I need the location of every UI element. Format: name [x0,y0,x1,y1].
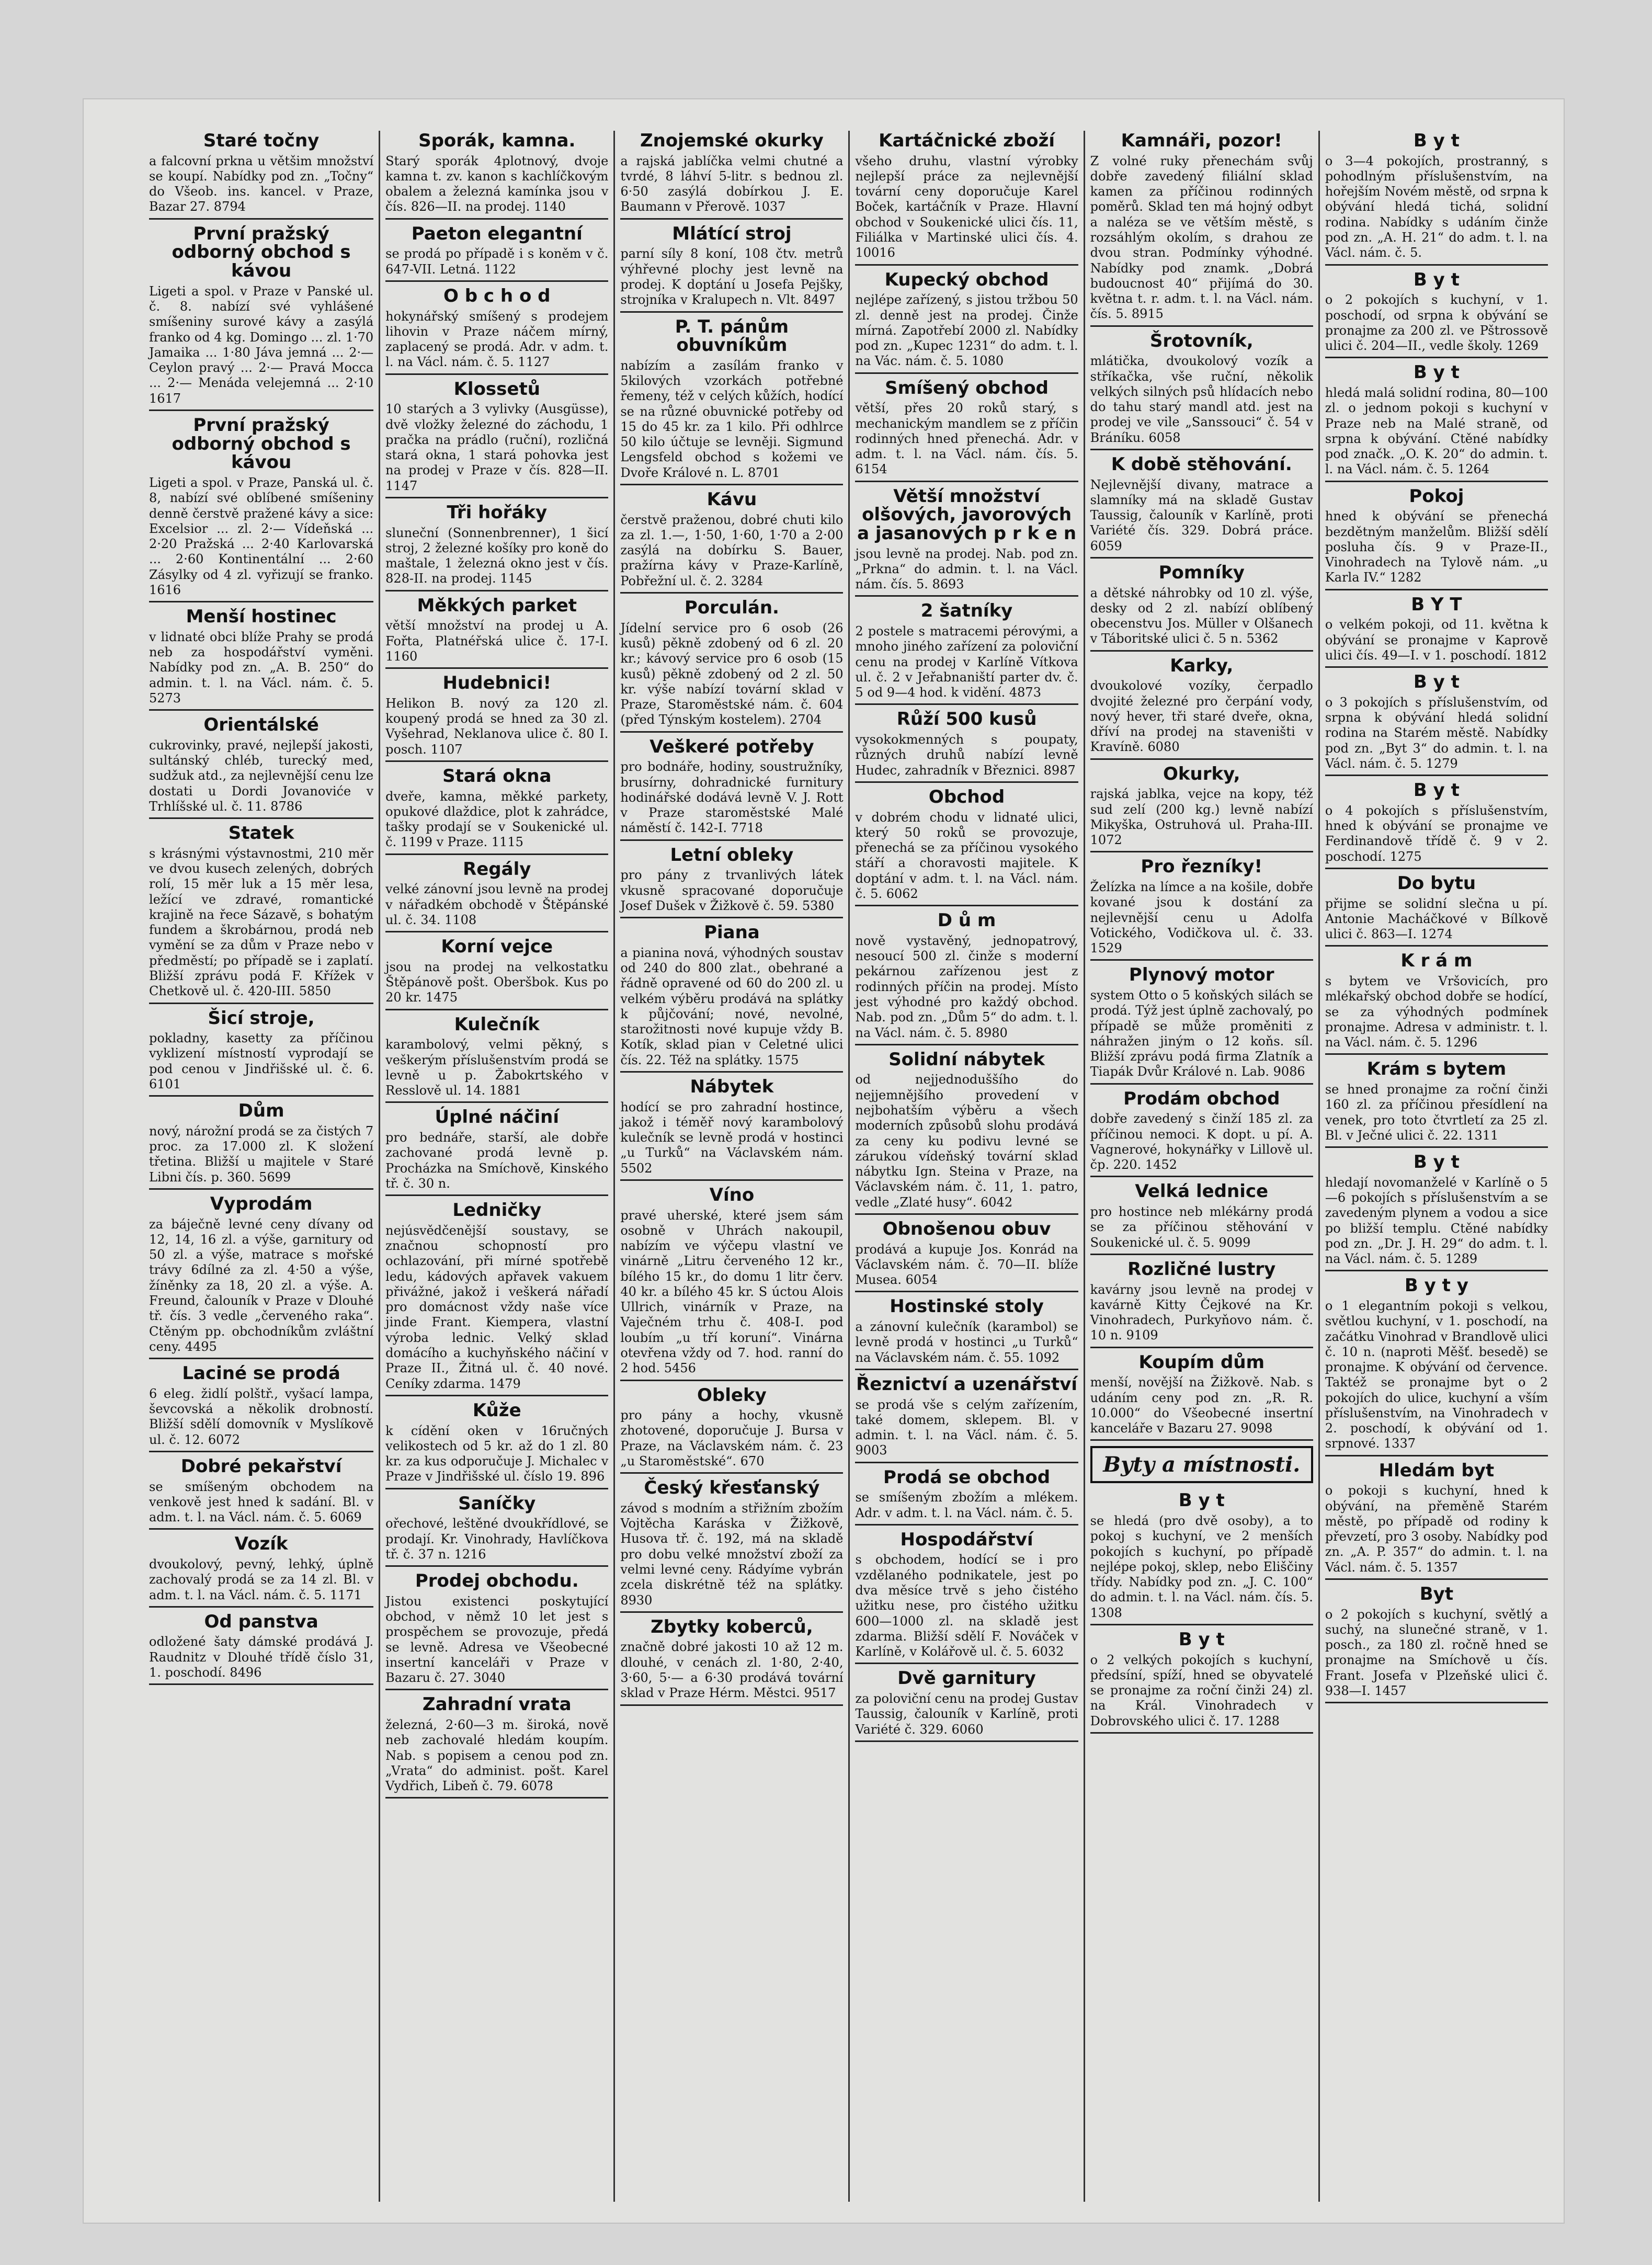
ad-body: o 2 pokojích s kuchyní, v 1. poschodí, od srpna k obývání se pronajme za 200 zl. ve Pštrossově ulici č. 204—II., vedle školy. 1269 [1325,292,1548,354]
ad-body: za poloviční cenu na prodej Gustav Taussig, čalouník v Karlíně, proti Variété č. 329. 6060 [855,1691,1078,1737]
ad-heading: Ledničky [452,1200,542,1221]
ad-body: se hledá (pro dvě osoby), a to pokoj s kuchyní, ve 2 menších pokojích s kuchyní, po případě nejlépe pokoj, sklep, nebo Eliščiny třídy. Nabídky pod zn. „J. C. 100“ do admin. t. l. na Václ. nám. čís. 5. 1308 [1090,1513,1313,1620]
ad-heading: První pražský odborný obchod s kávou [172,414,351,473]
ad-heading: B y t [1413,362,1460,383]
ad-body: dobře zavedený s činží 185 zl. za příčinou nemoci. K dopt. u pí. A. Vagnerové, hokynářky v Lillově ul. čp. 220. 1452 [1090,1111,1313,1173]
classified-ad [1325,1060,1548,1148]
ad-heading: Solidní nábytek [888,1049,1045,1070]
ad-heading: Kulečník [454,1014,540,1035]
column-5 [1084,131,1318,2202]
ad-heading: Zahradní vrata [422,1694,572,1715]
ad-body: Jistou existenci poskytující obchod, v němž 10 let jest s prospěchem se provozuje, předá se levně. Adresa ve Všeobecné insertní kanceláři v Praze v Bazaru č. 27. 3040 [385,1594,609,1686]
classified-ad [1090,858,1313,961]
ad-heading: Smíšený obchod [885,377,1049,399]
ad-body: železná, 2·60—3 m. široká, nově neb zachovalé hledám koupím. Nab. s popisem a cenou pod zn. „Vrata“ do administ. pošt. Karel Vydřich, Libeň č. 79. 6078 [385,1717,609,1794]
ad-heading: Znojemské okurky [640,131,824,151]
ad-heading: Hospodářství [900,1529,1033,1550]
classified-ad [385,767,608,855]
ad-body: hokynářský smíšený s prodejem lihovin v Praze náčem mírný, zaplacený se prodá. Adr. v adm. t. l. na Václ. nám. č. 5. 1127 [385,309,609,370]
ad-heading: B y t y [1404,1275,1468,1296]
ad-body: pravé uherské, které jsem sám osobně v Uhrách nakoupil, nabízím ve výčepu vlastní ve vinárně „Litru červeného 12 kr., bílého 15 kr., do domu 1 litr červ. 40 kr. a bílého 45 kr. S úctou Alois Ullrich, vinárník v Praze, na Vaječném trhu č. 408-I. pod loubím „u tří koruní“. Vinárna otevřena vždy od 7. hod. ranní do 2 hod. 5456 [620,1208,844,1376]
classified-ad [149,1364,373,1452]
ad-heading: Hostinské stoly [890,1296,1044,1317]
ad-body: jsou levně na prodej. Nab. pod zn. „Prkna“ do admin. t. l. na Václ. nám. čís. 5. 8693 [855,546,1078,592]
classified-ad [620,225,843,313]
ad-body: nejlépe zařízený, s jistou tržbou 50 zl. denně jest na prodej. Činže mírná. Zapotřebí 2000 zl. Nabídky pod zn. „Kupec 1231“ do adm. t. l. na Vác. nám. č. 5. 1080 [855,292,1078,369]
classified-ad [855,1531,1078,1665]
ad-body: parní síly 8 koní, 108 čtv. metrů výhřevné plochy jest levně na prodej. K doptání u Josefa Pejšky, strojníka v Kralupech n. Vlt. 8497 [620,246,844,308]
ad-heading: Veškeré potřeby [650,736,814,757]
ad-body: menší, novější na Žižkově. Nab. s udáním ceny pod zn. „R. R. 10.000“ do Všeobecné insertní kanceláře v Bazaru 27. 9098 [1090,1375,1313,1436]
ad-body: přijme se solidní slečna u pí. Antonie Macháčkové v Bílkově ulici č. 863—I. 1274 [1325,896,1548,942]
ad-body: a rajská jablíčka velmi chutné a tvrdé, 8 láhví 5-litr. s bednou zl. 6·50 zasýlá dobírkou J. E. Baumann v Přerově. 1037 [620,153,844,214]
ad-heading: Šrotovník, [1149,330,1254,351]
classified-ad [1325,952,1548,1055]
classified-ad [1090,332,1313,450]
ad-heading: Větší množství olšových, javorových a jasanových p r k e n [857,485,1077,544]
section-heading-box: Byty a místnosti. [1090,1446,1313,1483]
ad-body: kavárny jsou levně na prodej v kavárně Kitty Čejkové na Kr. Vinohradech, Purkyňovo nám. č. 10 n. 9109 [1090,1282,1313,1343]
ad-heading: Okurky, [1163,763,1240,784]
ad-body: větší, přes 20 roků starý, s mechanickým mandlem se z příčin rodinných hned přenechá. Adr. v adm. t. l. na Václ. nám. čís. 5. 6154 [855,401,1078,477]
classified-ad [620,846,843,918]
classified-ad [1325,1462,1548,1580]
ad-heading: Tři hořáky [447,502,548,523]
classified-ad [1090,1182,1313,1255]
newspaper-page [84,99,1564,2223]
ad-body: s bytem ve Vršovicích, pro mlékařský obchod dobře se hodící, se za výhodných podmínek pronajme. Adresa v administr. t. l. na Václ. nám. č. 5. 1296 [1325,974,1548,1050]
ad-body: prodává a kupuje Jos. Konrád na Václavském nám. č. 70—II. blíže Musea. 6054 [855,1242,1078,1288]
ad-heading: První pražský odborný obchod s kávou [172,223,351,282]
classified-ad [620,1479,843,1613]
classified-ad [620,1186,843,1381]
ad-heading: K r á m [1400,950,1473,972]
classified-ad [1090,1090,1313,1178]
classified-ad [855,1375,1078,1463]
classified-ad [1090,765,1313,853]
ad-heading: Korní vejce [441,936,553,958]
ad-heading: P. T. pánům obuvníkům [675,316,789,356]
ad-body: Ligeti a spol. v Praze, Panská ul. č. 8, nabízí své oblíbené smíšeniny denně čerstvě pražené kávy a sice: Excelsior ... zl. 2·— Vídeňská ... 2·20 Pražská ... 2·40 Karlovarská ... 2·60 Kontinentální ... 2·60 Zásylky od 4 zl. vyřizují se franko. 1616 [149,475,374,597]
ad-body: hledá malá solidní rodina, 80—100 zl. o jednom pokoji s kuchyní v Praze neb na Malé straně, od srpna k obývání. Ctěné nabídky pod značk. „O. K. 20“ do admin. t. l. na Václ. nám. č. 5. 1264 [1325,385,1548,477]
ad-heading: Saníčky [458,1493,536,1514]
ad-heading: Nábytek [690,1076,774,1097]
classified-ad [385,132,608,220]
ad-heading: Od panstva [204,1611,318,1632]
ad-heading: Plynový motor [1129,964,1274,986]
classified-ad [149,1455,374,1530]
ad-heading: Do bytu [1397,872,1476,894]
ad-body: s obchodem, hodící se i pro vzdělaného podnikatele, jest po dva měsíce trvě s jeho čistého užitku nese, pro čistého užitku 600—1000 zl. na skladě jest zdarma. Bližší sdělí F. Nováček v Karlíně, v Kolářově ul. č. 5. 6032 [855,1552,1078,1659]
ad-heading: Sporák, kamna. [418,131,576,151]
classified-ad [620,318,843,486]
ad-body: a dětské náhrobky od 10 zl. výše, desky od 2 zl. nabízí oblíbený obecenstvu Jos. Müller v Olšanech v Táboritské ulici č. 5 n. 5362 [1090,585,1313,646]
ad-heading: Velká lednice [1135,1181,1269,1202]
classified-ad [620,1618,843,1706]
classified-ad [385,1399,609,1489]
classified-ad [149,608,373,711]
ad-body: pro bednáře, starší, ale dobře zachované prodá levně p. Procházka na Smíchově, Kinského tř. č. 30 n. [385,1130,609,1191]
classified-ad [385,1695,608,1799]
classified-ad [1325,363,1548,482]
ad-heading: Menší hostinec [186,606,337,628]
ad-heading: Pokoj [1409,485,1464,507]
classified-ad [620,132,843,220]
ad-heading: Mlátící stroj [672,223,792,244]
ad-heading: Porculán. [684,597,779,619]
ad-body: pro pány a hochy, vkusně zhotovené, doporučuje J. Bursa v Praze, na Václavském nám. č. 23 „u Staroměstské“. 670 [620,1408,844,1469]
ad-heading: Laciné se prodá [182,1363,340,1384]
classified-ad [855,132,1078,266]
ad-heading: Hledám byt [1378,1460,1495,1481]
ad-heading: Pro řezníky! [1141,856,1263,878]
classified-ad [385,380,608,498]
classified-ad [1325,1585,1548,1703]
column-3 [613,131,848,2202]
ad-heading: Dům [238,1100,284,1122]
classified-ad [385,1201,608,1396]
classified-ad [620,738,843,841]
classified-ad [149,1102,373,1190]
classified-ad [385,1495,608,1567]
ad-body: značně dobré jakosti 10 až 12 m. dlouhé, v cenách zl. 1·80, 2·40, 3·60, 5·— a 6·30 prodává tovární sklad v Praze Hérm. Městci. 9517 [620,1640,844,1701]
ad-heading: Dobré pekařství [180,1455,342,1477]
classified-ad [385,225,608,282]
column-4 [848,131,1083,2202]
ad-heading: Pomníky [1158,562,1245,583]
ad-body: ořechové, leštěné dvoukřídlové, se prodají. Kr. Vinohrady, Havlíčkova tř. č. 37 n. 1216 [385,1516,609,1562]
ad-heading: Hudebnici! [442,673,552,694]
ad-body: od nejjednoduššího do nejjemnějšího provedení v nejbohatším výběru a všech moderních způsobů slohu prodává za ceny ku podivu levné se zárukou vídeňský tovární sklad nábytku Ign. Steina v Praze, na Václavském nám. č. 11, 1. patro, vedle „Zlaté husy“. 6042 [855,1072,1078,1210]
ad-body: Z volné ruky přenechám svůj dobře zavedený filiální sklad kamen za příčinou rodinných poměrů. Sklad ten má hojný odbyt a naléza se ve větším městě, s rozsáhlým okolím, s drahou ze dvou stran. Podmínky výhodné. Nabídky pod znamk. „Dobrá budoucnost 40“ přijímá do 30. května t. r. adm. t. l. na Václ. nám. čís. 5. 8915 [1090,153,1313,322]
ad-heading: Růží 500 kusů [896,709,1037,730]
ad-heading: Statek [228,823,294,844]
ad-body: a pianina nová, výhodných soustav od 240 do 800 zlat., obehrané a řádně opravené od 60 do 200 zl. u velkém výběru prodává na splátky k půjčování; nové, nevolné, starožitnosti nové kupuje vždy B. Kotík, sklad pian v Celetné ulici čís. 22. Též na splátky. 1575 [620,945,844,1067]
ad-heading: D ů m [937,910,996,931]
classified-ad [1090,1260,1313,1348]
ad-body: nový, nárožní prodá se za čistých 7 proc. za 17.000 zl. K složení třetina. Bližší u majitele v Staré Libni čís. p. 360. 5699 [149,1123,374,1185]
classified-ad [620,1078,843,1181]
ad-heading: Kávu [707,489,757,510]
ad-heading: B y t [1178,1490,1225,1511]
ad-body: pro bodnáře, hodiny, soustružníky, brusírny, dohradnické furnitury hodinářské dodává levně V. J. Rott v Praze staroměstské Malé náměstí č. 142-I. 7718 [620,759,844,836]
ad-heading: O b c h o d [443,285,551,306]
classified-ad [1090,564,1313,652]
ad-body: k cídění oken v 16ručných velikostech od 5 kr. až do 1 zl. 80 kr. za kus odporučuje J. Michalec v Praze v Jindřišské ul. číslo 19. 896 [385,1423,609,1484]
classified-ad [855,710,1078,782]
classified-ad [385,287,608,375]
classified-ad [1325,673,1548,776]
ad-body: v dobrém chodu v lidnaté ulici, který 50 roků se provozuje, přenechá se za příčinou vysokého stáří a choravosti majitele. K doptání v adm. t. l. na Václ. nám. č. 5. 6062 [855,810,1078,901]
ad-body: o 2 velkých pokojích s kuchyní, předsíní, spíží, hned se obyvatelé se pronajme za roční činži 24) zl. na Král. Vinohradech v Dobrovského ulici č. 17. 1288 [1090,1652,1313,1728]
ad-body: pro hostince neb mlékárny prodá se za příčinou stěhování v Soukenické ul. č. 5. 9099 [1090,1204,1313,1250]
ad-heading: Obchod [928,786,1005,807]
classified-ad [149,1613,373,1685]
classified-ad [855,788,1078,906]
ad-body: Starý sporák 4plotnový, dvoje kamna t. zv. kanon s kachlíčkovým obalem a železná kamínka jsou v čís. 826—II. na prodej. 1140 [385,153,609,214]
ad-body: dveře, kamna, měkké parkety, opukové dlaždice, plot k zahrádce, tašky prodají se v Soukenické ul. č. 1199 v Praze. 1115 [385,789,609,850]
classified-ad [149,225,373,411]
classified-ad [149,1195,373,1359]
ad-body: odložené šaty dámské prodává J. Raudnitz v Dlouhé třídě číslo 31, 1. poschodí. 8496 [149,1634,374,1680]
classified-ad [149,1535,373,1607]
ad-body: závod s modním a střižním zbožím Vojtěcha Karáska v Žižkově, Husova tř. č. 192, má na skladě pro dobu velké množství zboží za velmi levné ceny. Rádyíme vybrán zcela diskrétně též na splátky. 8930 [620,1500,844,1608]
ad-heading: B y t [1413,780,1460,801]
ad-body: Helikon B. nový za 120 zl. koupený prodá se hned za 30 zl. Vyšehrad, Neklanova ulice č. 80 I. posch. 1107 [385,696,609,757]
ad-body: a falcovní prkna u většim množství se koupí. Nabídky pod zn. „Točny“ do Všeob. ins. kancel. v Praze, Bazar 27. 8794 [149,153,374,214]
ad-heading: Prodá se obchod [883,1466,1051,1488]
ad-heading: Šicí stroje, [208,1007,315,1029]
ad-heading: Dvě garnitury [897,1668,1036,1689]
ad-body: rajská jablka, vejce na kopy, též sud zelí (200 kg.) levně nabízí Mikyška, Ostruhová ul. Praha-III. 1072 [1090,787,1313,848]
ad-body: o 3 pokojích s příslušenstvím, od srpna k obývání hledá solidní rodina na Starém městě. Nabídky pod zn. „Byt 3“ do admin. t. l. na Václ. nám. č. 5. 1279 [1325,695,1548,771]
classified-ad [1325,874,1548,947]
classified-ad [1090,1631,1313,1734]
ad-heading: 2 šatníky [920,600,1013,622]
ad-heading: Obnošenou obuv [882,1218,1051,1239]
ad-body: karambolový, velmi pěkný, s veškerým příslušenstvím prodá se levně u p. Žabokrtského v Resslově ul. 14. 1881 [385,1037,609,1098]
ad-body: o velkém pokoji, od 11. května k obývání se pronajme v Kaprově ulici čís. 49—I. v 1. poschodí. 1812 [1325,617,1548,663]
ad-body: Nejlevnější divany, matrace a slamníky má na skladě Gustav Taussig, čalouník v Karlíně, proti Variété čís. 329. Dobrá práce. 6059 [1090,477,1313,553]
ad-body: hledají novomanželé v Karlíně o 5—6 pokojích s příslušenstvím a se zavedeným plynem a vodou a sice po bližší templu. Ctěné nabídky pod zn. „Dr. J. H. 29“ do adm. t. l. na Václ. nám. č. 5. 1289 [1325,1175,1548,1267]
ad-body: dvoukolové vozíky, čerpadlo dvojité železné pro čerpání vody, nový hever, tři staré dveře, okna, dříví na prodej na staveništi v Kravíně. 6080 [1090,678,1313,755]
column-6 [1318,131,1553,2202]
classified-ad [385,860,608,932]
ad-body: se smíšeným obchodem na venkově jest hned k sadání. Bl. v adm. t. l. na Václ. nám. č. 5. 6069 [149,1479,374,1525]
ad-body: dvoukolový, pevný, lehký, úplně zachovalý prodá se za 14 zl. Bl. v adm. t. l. na Václ. nám. č. 5. 1171 [149,1557,374,1602]
ad-heading: Prodám obchod [1123,1088,1280,1109]
ad-heading: Krám s bytem [1366,1058,1507,1080]
classified-ad [385,1016,608,1103]
ad-heading: Klossetů [453,378,540,400]
ad-body: nabízím a zasílám franko v 5kilových vzorkách potřebné řemeny, též v celých kůžích, hodící se na různé obuvnické potřeby od 15 do 45 kr. za 1 kilo. Při odhlrce 50 kilo účtuje se levněji. Sigmund Lengsfeld obchod s kožemi ve Dvoře Králové n. L. 8701 [620,358,844,480]
ad-body: pokladny, kasetty za příčinou vyklizení místností vyprodají se pod cenou v Jindřišské ul. č. 6. 6101 [149,1031,374,1091]
ad-body: s krásnými výstavnostmi, 210 měr ve dvou kusech zelených, dobrých rolí, 15 měr luk a 15 měr lesa, ležící ve zdravé, romantické krajině na řece Sázavě, s bohatým fundem a škrobárnou, prodá neb vymění se za dům v Praze nebo v předměstí; po případě se i zaplatí. Bližší zprávu podá F. Křížek v Chetkově ul. č. 420-III. 5850 [149,846,374,999]
ad-body: nově vystavěný, jednopatrový, nesoucí 500 zl. činže s moderní pekárnou zařízenou jest z rodinných příčin na prodej. Místo jest výhodné pro každý obchod. Nab. pod zn. „Dům 5“ do adm. t. l. na Václ. nám. č. 5. 8980 [855,933,1078,1040]
ad-heading: Vyprodám [210,1193,313,1214]
ad-body: o 2 pokojích s kuchyní, světlý a suchý, na slunečné straně, v 1. posch., za 180 zl. ročně hned se pronajme na Smíchově u čís. Frant. Josefa v Plzeňské ulici č. 938—I. 1457 [1325,1607,1548,1699]
ad-body: Želízka na límce a na košile, dobře kované jsou k dostání za nejlevnější cenu u Adolfa Votického, Vodičkova ul. č. 33. 1529 [1090,880,1313,956]
ad-heading: Kůže [472,1399,521,1421]
ad-body: o 4 pokojích s příslušenstvím, hned k obývání se pronajme ve Ferdinandově třídě č. 9 v 2. poschodí. 1275 [1325,803,1548,864]
ad-body: o 3—4 pokojích, prostranný, s pohodlným příslušenstvím, na hořejším Novém městě, od srpna k obývání hledá tichá, solidní rodina. Nabídky s udáním činže pod zn. „A. H. 21“ do adm. t. l. na Václ. nám. č. 5. [1325,153,1548,260]
ad-body: 10 starých a 3 vylivky (Ausgüsse), dvě vložky železné do záchodu, 1 pračka na prádlo (ruční), rozličná stará okna, 1 stará pohovka jest na prodej v Praze v čís. 828—II. 1147 [385,402,609,493]
ad-heading: K době stěhování. [1111,453,1292,475]
classified-ad [385,1108,608,1196]
ad-heading: B Y T [1411,594,1462,615]
ad-body: 2 postele s matracemi pérovými, a mnoho jiného zařízení za poloviční cenu na prodej v Karlíně Vítkova ul. č. 2 v Jeřabnaniští parter dv. č. 5 od 9—4 hod. k vidění. 4873 [855,624,1078,700]
ad-heading: Řeznictví a uzenářství [856,1373,1078,1395]
column-2 [379,131,613,2202]
classified-ad [855,912,1078,1045]
classified-ad [1090,657,1313,760]
ad-body: se hned pronajme za roční činži 160 zl. za příčinou přesídlení na venek, pro toto čtvrtletí za 25 zl. Bl. v Ječné ulici č. 22. 1311 [1325,1082,1548,1143]
column-1 [144,131,379,2202]
ad-body: za báječně levné ceny dívany od 12, 14, 16 zl. a výše, garnitury od 50 zl. a výše, matrace s mořské trávy 6dílné za zl. 4·50 a výše, žíněnky za 18, 20 zl. a výše. A. Freund, čalouník v Praze v Dlouhé tř. čís. 3 vedle „červeného raka“. Ctěným pp. obchodníkům zvláštní ceny. 4495 [149,1216,374,1354]
ad-body: sluneční (Sonnenbrenner), 1 šicí stroj, 2 železné košíky pro koně do maštale, 1 železná okno jest v čís. 828-II. na prodej. 1145 [385,525,609,586]
classified-ad [855,271,1078,374]
ad-body: velké zánovní jsou levně na prodej v nářadkém obchodě v Štěpánské ul. č. 34. 1108 [385,882,609,927]
ad-heading: Český křesťanský [644,1477,820,1499]
ad-body: v lidnaté obci blíže Prahy se prodá neb za hospodářství vyměni. Nabídky pod zn. „A. B. 250“ do admin. t. l. na Václ. nám. č. 5. 5273 [149,629,374,705]
classified-ad [855,602,1078,705]
classified-ad [855,487,1078,597]
ad-heading: Orientálské [203,714,319,736]
ad-body: se smíšeným zbožím a mlékem. Adr. v adm. t. l. na Václ. nám. č. 5. [855,1490,1078,1520]
ad-body: hned k obývání se přenechá bezdětným manželům. Bližší sdělí posluha čís. 9 v Praze-II., Vinohradech na Tylově nám. „u Karla IV.“ 1282 [1325,509,1548,585]
classified-ad [620,1386,843,1474]
classified-ad [385,1572,608,1690]
ad-heading: Paeton elegantní [411,223,583,244]
classified-ad [855,1669,1078,1742]
classified-ad [855,1051,1078,1215]
ad-body: čerstvě praženou, dobré chuti kilo za zl. 1.—, 1·50, 1·60, 1·70 a 2·00 zasýlá na dobírku S. Bauer, pražírna kávy v Praze-Karlíně, Pobřežní ul. č. 2. 3284 [620,512,844,588]
ad-heading: Letní obleky [670,844,794,866]
classified-ad [1325,271,1548,359]
ad-heading: Vozík [234,1533,288,1555]
ad-heading: B y t [1178,1629,1225,1650]
ad-heading: Byt [1419,1584,1454,1604]
classified-ad [1325,1277,1548,1456]
ad-heading: Měkkých parket [417,595,577,616]
classified-ad [855,1466,1078,1526]
classified-ad [385,938,608,1010]
ad-body: 6 eleg. židlí polštř., vyšací lampa, ševcovská a několik drobností. Bližší sdělí domovník v Myslíkově ul. č. 12. 6072 [149,1386,374,1447]
classified-ad [1090,966,1313,1084]
ad-heading: Koupím dům [1138,1351,1265,1373]
classified-ad [1325,132,1548,266]
ad-heading: B y t [1413,671,1460,693]
ad-heading: Prodej obchodu. [415,1570,579,1592]
ad-body: nejúsvědčenější soustavy, se značnou schopností pro ochlazování, při mírné spotřebě ledu, kádových apřavek vakuem přivážné, jakož i veškerá nářadí pro domácnost vždy naše více jinde Frant. Kiempera, vlastní výroba lednic. Velký sklad domácího a kuchyňského náčiní v Praze II., Žitná ul. č. 40 nové. Ceníky zdarma. 1479 [385,1223,609,1391]
ad-heading: Zbytky koberců, [651,1616,813,1637]
ad-body: o pokoji s kuchyní, hned k obývání, na přeměně Starém městě, po případě od rodiny k převzetí, pro 3 osoby. Nabídky pod zn. „A. P. 357“ do admin. t. l. na Václ. nám. č. 5. 1357 [1325,1483,1548,1575]
classified-ad [385,597,608,669]
ad-body: pro pány z trvanlivých látek vkusně spracované doporučuje Josef Dušek v Žižkově č. 59. 5380 [620,868,844,913]
ad-heading: Kartáčnické zboží [879,131,1055,151]
ad-heading: Stará okna [442,765,552,787]
ad-body: system Otto o 5 koňských silách se prodá. Týž jest úplně zachovalý, po případě se může proměniti z náhražen jiným o 12 koňs. síl. Bližší zprávu podá firma Zlatník a Tiapák Dvůr Králové n. Lab. 9086 [1090,988,1313,1079]
classified-ad [1325,1153,1548,1271]
classified-ad [1325,487,1548,590]
classified-ad [620,924,843,1073]
classified-ad [855,1297,1078,1370]
ad-body: větší množství na prodej u A. Fořta, Platnéřská ulice č. 17-I. 1160 [385,618,609,664]
ad-heading: Kamnáři, pozor! [1121,131,1282,151]
ad-heading: B y t [1413,1152,1460,1173]
ad-heading: Obleky [697,1384,767,1406]
classified-ad [855,379,1078,482]
classified-ad [1325,781,1548,869]
ad-body: hodící se pro zahradní hostince, jakož i téměř nový karambolový kulečník se levně prodá v hostinci „u Turků“ na Václavském nám. 5502 [620,1099,844,1176]
classified-ad [855,1220,1078,1292]
ad-heading: Piana [704,922,760,943]
ad-heading: Víno [709,1184,755,1205]
classified-ad [1325,596,1548,668]
classified-ad [149,416,373,602]
classified-ad [620,491,843,594]
classified-ad [149,824,373,1004]
classified-ad [385,674,608,762]
classified-ad [385,504,608,591]
classified-ad [1090,453,1313,559]
classified-ad [149,716,373,819]
ad-body: a zánovní kulečník (karambol) se levně prodá v hostinci „u Turků“ na Václavském nám. č. 55. 1092 [855,1319,1078,1365]
ad-body: vysokokmenných s poupaty, různých druhů nabízí levně Hudec, zahradník v Březnici. 8987 [855,732,1078,778]
ad-heading: Regály [463,858,531,880]
classified-ad [620,599,843,733]
ad-heading: Kupecký obchod [884,269,1049,290]
ad-heading: B y t [1413,269,1460,290]
classified-ad [1090,1492,1313,1625]
ad-body: Jídelní service pro 6 osob (26 kusů) pěkně zdobený od 6 zl. 20 kr.; kávový service pro 6 osob (15 kusů) pěkně zdobený od 2 zl. 50 kr. výše nabízí tovární sklad v Praze, Staroměstské nám. č. 604 (před Týnským kostelem). 2704 [620,620,844,727]
ad-heading: B y t [1413,131,1460,151]
ad-body: o 1 elegantním pokoji s velkou, světlou kuchyní, v 1. poschodí, na začátku Vinohrad v Brandlově ulici č. 10 n. (naproti Měšť. besedě) se pronajme. K obývání od července. Taktéž se pronajme byt o 2 pokojích do ulice, kuchyní a vším příslušenstvím, na Vinohradech v 2. poschodí, k obývání od 1. srpnové. 1337 [1325,1299,1548,1451]
classified-columns [144,131,1553,2202]
ad-body: všeho druhu, vlastní výrobky nejlepší práce za nejlevnější tovární ceny doporučuje Karel Boček, kartáčník v Praze. Hlavní obchod v Soukenické ulici čís. 11, Filiálka v Martinské ulici čís. 4. 10016 [855,153,1078,260]
ad-body: jsou na prodej na velkostatku Štěpánově pošt. Oberšbok. Kus po 20 kr. 1475 [385,959,609,1005]
ad-body: se prodá po případě i s koněm v č. 647-VII. Letná. 1122 [385,246,609,277]
classified-ad [149,1009,373,1097]
classified-ad [149,132,373,220]
ad-heading: Rozličné lustry [1127,1258,1276,1280]
classified-ad [1090,132,1313,327]
ad-body: mlátička, dvoukolový vozík a stříkačka, vše ruční, několik velkých silných psů hlídacích nebo do tahu starý mandl atd. jest na prodej ve vile „Sanssouci“ č. 54 v Bráníku. 6058 [1090,354,1313,445]
ad-body: se prodá vše s celým zařízením, také domem, sklepem. Bl. v admin. t. l. na Václ. nám. č. 5. 9003 [855,1397,1078,1458]
ad-heading: Karky, [1170,655,1234,676]
ad-body: Ligeti a spol. v Praze v Panské ul. č. 8. nabízí své vyhlášené smíšeniny surové kávy a zasýlá franko od 4 kg. Domingo ... zl. 1·70 Jamaika ... 1·80 Jáva jemná ... 2·— Ceylon pravý ... 2·— Pravá Mocca ... 2·— Menáda velejemná ... 2·10 1617 [149,283,374,406]
ad-body: cukrovinky, pravé, nejlepší jakosti, sultánský chléb, turecký med, sudžuk atd., za nejlevnější cenu lze dostati u Dordi Jovanoviće v Trhlíšské ul. č. 11. 8786 [149,737,374,814]
ad-heading: Úplné náčiní [435,1107,559,1128]
ad-heading: Staré točny [203,131,320,151]
classified-ad [1090,1353,1313,1441]
